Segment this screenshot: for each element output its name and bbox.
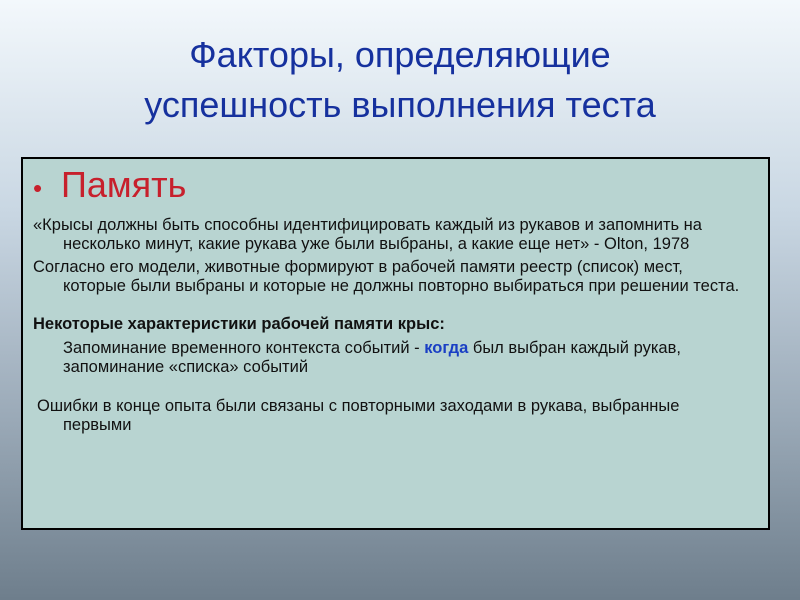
bullet-item-memory xyxy=(33,165,746,208)
feature-text-start: Запоминание временного контекста событий - xyxy=(63,339,425,357)
slide-title-line-2: успешность выполнения теста xyxy=(144,84,656,125)
model-paragraph: Согласно его модели, животные формируют в рабочей памяти реестр (список) мест, которые были выбраны и которые не должны повторно выбираться при решении теста. xyxy=(33,258,740,295)
feature-text-end: был выбран каждый рукав, запоминание «списка» событий xyxy=(63,339,681,376)
bullet-dot-icon: • xyxy=(33,173,43,203)
content-box xyxy=(21,157,770,530)
errors-paragraph: Ошибки в конце опыта были связаны с повторными заходами в рукава, выбранные первыми xyxy=(37,397,680,434)
characteristics-heading: Некоторые характеристики рабочей памяти крыс: xyxy=(33,315,445,333)
bullet-label: Память xyxy=(61,164,187,205)
feature-highlight-word: когда xyxy=(424,339,469,357)
slide-title xyxy=(0,30,800,130)
olton-quote: «Крысы должны быть способны идентифицировать каждый из рукавов и запомнить на несколько минут, какие рукава уже были выбраны, а какие еще нет» - Olton, 1978 xyxy=(33,216,702,253)
temporal-context-paragraph xyxy=(33,339,746,377)
slide-title-line-1: Факторы, определяющие xyxy=(189,34,611,75)
